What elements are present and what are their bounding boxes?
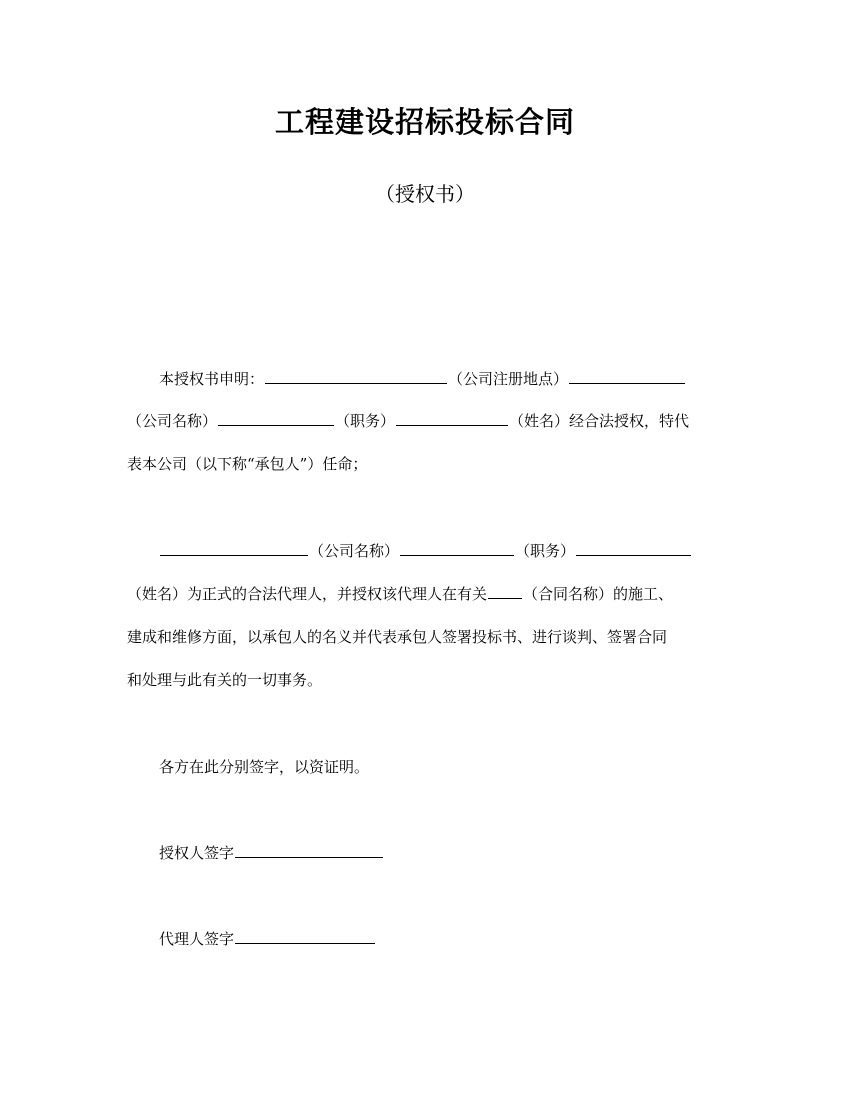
p2-line3: 建成和维修方面，以承包人的名义并代表承包人签署投标书、进行谈判、签署合同 xyxy=(127,628,668,646)
document-subtitle: （授权书） xyxy=(375,182,475,206)
label-agent-position: （职务） xyxy=(515,542,576,560)
label-position: （职务） xyxy=(335,412,396,430)
blank-authorizer-signature[interactable] xyxy=(235,841,383,858)
blank-agent-signature[interactable] xyxy=(235,927,375,944)
blank-position[interactable] xyxy=(218,409,334,426)
blank-agent-name[interactable] xyxy=(576,539,691,556)
blank-agent-position[interactable] xyxy=(400,539,514,556)
signature-authorizer xyxy=(159,841,384,865)
blank-company-name[interactable] xyxy=(569,367,685,384)
p2-line2-end: （合同名称）的施工、 xyxy=(523,585,674,603)
p1-start-text: 本授权书申明： xyxy=(159,370,265,388)
label-name-tail: （姓名）经合法授权，特代 xyxy=(509,412,690,430)
blank-name[interactable] xyxy=(396,409,508,426)
p2-line2 xyxy=(127,582,673,606)
label-company-name: （公司名称） xyxy=(127,412,218,430)
p1-line2 xyxy=(127,409,689,433)
document-title: 工程建设招标投标合同 xyxy=(274,105,575,139)
label-authorizer-signature: 授权人签字 xyxy=(159,844,235,862)
label-registered-place: （公司注册地点） xyxy=(448,370,569,388)
p1-line3: 表本公司（以下称“承包人”）任命； xyxy=(127,455,368,473)
blank-contract-name[interactable] xyxy=(488,582,522,599)
p2-line4: 和处理与此有关的一切事务。 xyxy=(127,671,323,689)
blank-registered-place[interactable] xyxy=(265,367,447,384)
blank-agent-company[interactable] xyxy=(160,539,308,556)
p3-witness: 各方在此分别签字，以资证明。 xyxy=(159,758,370,776)
signature-agent xyxy=(159,927,376,951)
p2-line1 xyxy=(159,539,692,563)
p1-line1 xyxy=(159,367,686,391)
label-agent-company: （公司名称） xyxy=(309,542,400,560)
p2-line2-start: （姓名）为正式的合法代理人，并授权该代理人在有关 xyxy=(127,585,488,603)
label-agent-signature: 代理人签字 xyxy=(159,930,235,948)
